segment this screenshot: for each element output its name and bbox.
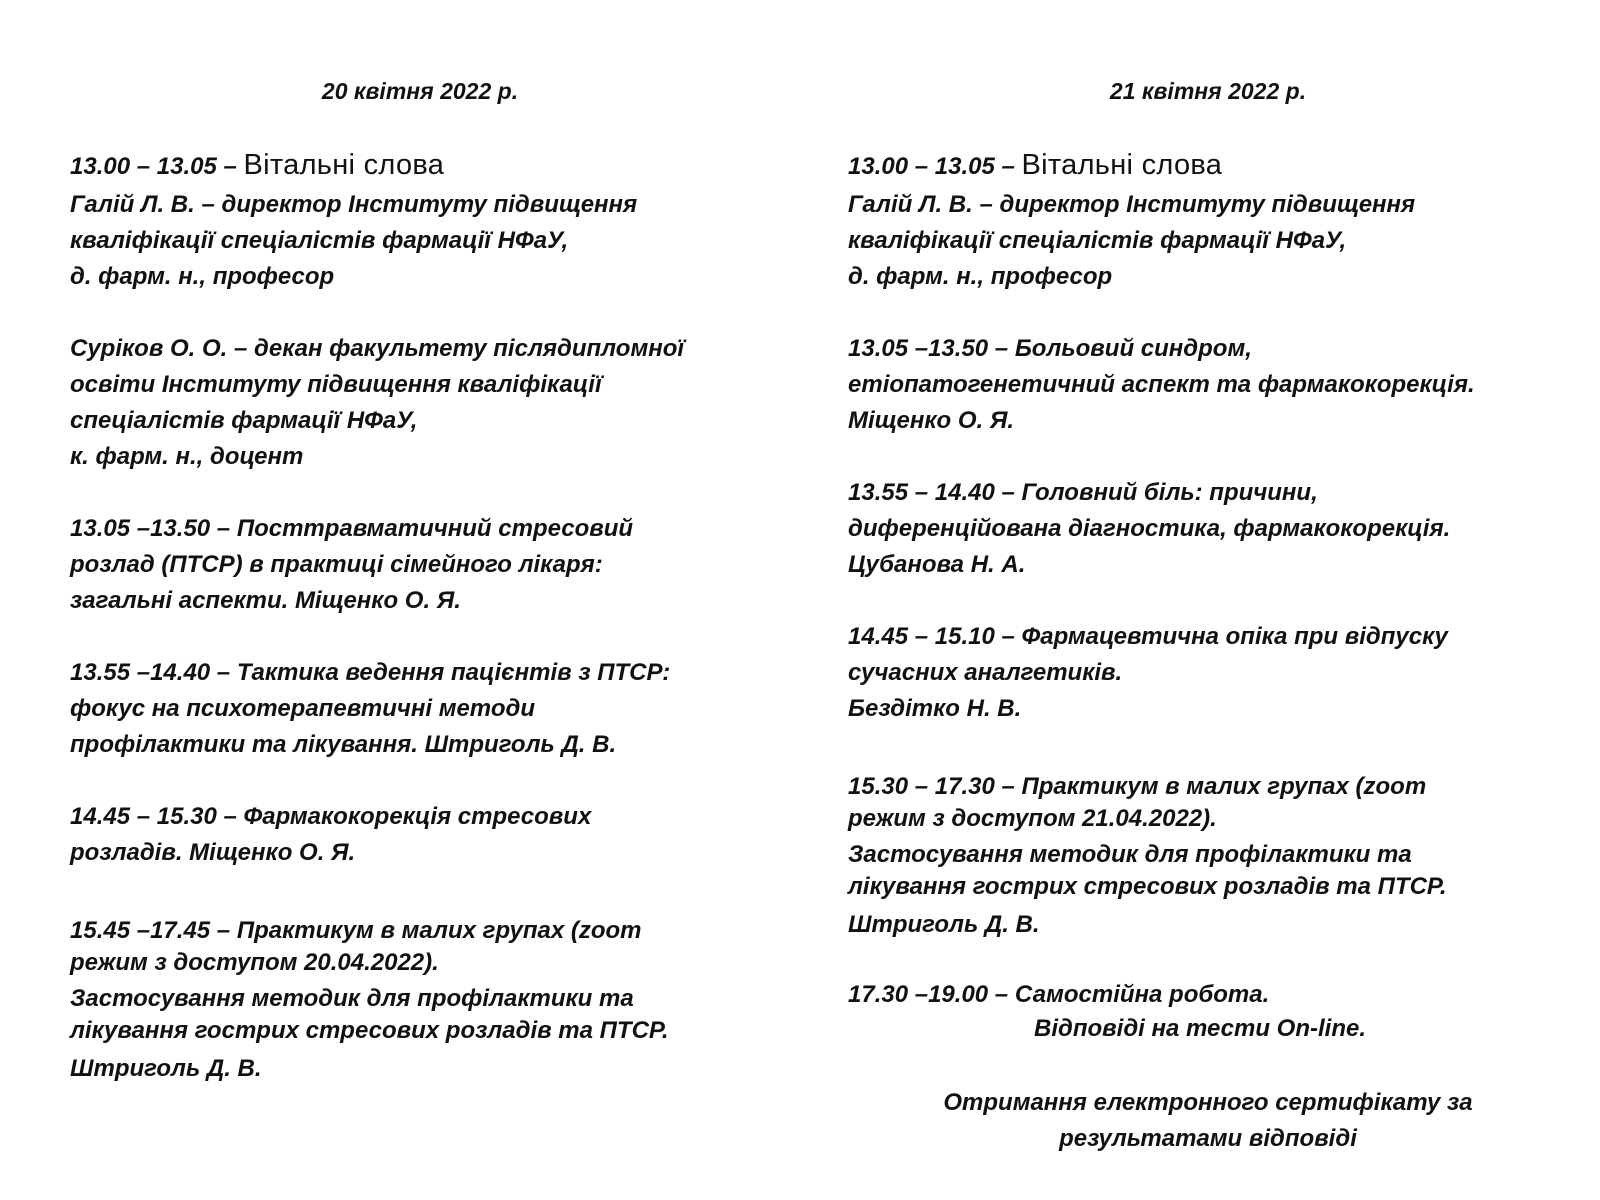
text-line: 13.05 –13.50 – Больовий синдром,	[848, 335, 1252, 362]
text-line: 15.30 – 17.30 – Практикум в малих групах (zoom	[848, 773, 1427, 800]
text-line: Міщенко О. Я.	[848, 407, 1015, 434]
day-1-welcome-line	[70, 150, 444, 182]
text-line: розладів. Міщенко О. Я.	[70, 839, 356, 866]
text-line: 14.45 – 15.10 – Фармацевтична опіка при відпуску	[848, 623, 1448, 650]
certificate-note-line: Отримання електронного сертифікату за	[943, 1089, 1473, 1116]
text-line: спеціалістів фармації НФаУ,	[70, 407, 418, 434]
text-line: Суріков О. О. – декан факультету післядипломної	[70, 335, 685, 362]
text-line: к. фарм. н., доцент	[70, 443, 304, 470]
text-line: Цубанова Н. А.	[848, 551, 1026, 578]
text-line: освіти Інституту підвищення кваліфікації	[70, 371, 602, 398]
text-line: етіопатогенетичний аспект та фармакокорекція.	[848, 371, 1475, 398]
text-line: Бездітко Н. В.	[848, 695, 1022, 722]
text-line: 13.55 –14.40 – Тактика ведення пацієнтів з ПТСР:	[70, 659, 671, 686]
text-line: Галій Л. В. – директор Інституту підвищення	[848, 191, 1416, 218]
text-line: Застосування методик для профілактики та	[848, 841, 1412, 868]
text-line: Галій Л. В. – директор Інституту підвищення	[70, 191, 638, 218]
text-line: 13.55 – 14.40 – Головний біль: причини,	[848, 479, 1318, 506]
text-line: кваліфікації спеціалістів фармації НФаУ,	[70, 227, 569, 254]
text-line: 13.05 –13.50 – Посттравматичний стресовий	[70, 515, 634, 542]
text-line: 17.30 –19.00 – Самостійна робота.	[848, 981, 1270, 1008]
text-line: Застосування методик для профілактики та	[70, 985, 634, 1012]
text-line: сучасних аналгетиків.	[848, 659, 1123, 686]
welcome-time: 13.00 – 13.05 –	[848, 153, 1015, 180]
text-line: розлад (ПТСР) в практиці сімейного лікаря:	[70, 551, 603, 578]
text-line: 14.45 – 15.30 – Фармакокорекція стресових	[70, 803, 592, 830]
day-2-welcome-line	[848, 150, 1222, 182]
text-line: режим з доступом 21.04.2022).	[848, 805, 1217, 832]
text-line: кваліфікації спеціалістів фармації НФаУ,	[848, 227, 1347, 254]
certificate-note-line: результатами відповіді	[1059, 1125, 1357, 1152]
text-line: профілактики та лікування. Штриголь Д. В.	[70, 731, 617, 758]
text-line: диференційована діагностика, фармакокорекція.	[848, 515, 1451, 542]
text-line: лікування гострих стресових розладів та ПТСР.	[848, 873, 1447, 900]
text-line: 15.45 –17.45 – Практикум в малих групах (zoom	[70, 917, 642, 944]
text-line: Штриголь Д. В.	[848, 911, 1040, 938]
welcome-title: Вітальні слова	[1021, 149, 1223, 181]
welcome-time: 13.00 – 13.05 –	[70, 153, 237, 180]
text-line: загальні аспекти. Міщенко О. Я.	[70, 587, 461, 614]
text-line: д. фарм. н., професор	[848, 263, 1113, 290]
text-line: Штриголь Д. В.	[70, 1055, 262, 1082]
day-2-date: 21 квітня 2022 р.	[1109, 78, 1307, 104]
text-line: д. фарм. н., професор	[70, 263, 335, 290]
day-1-date: 20 квітня 2022 р.	[321, 78, 519, 104]
text-line: режим з доступом 20.04.2022).	[70, 949, 439, 976]
text-line: Відповіді на тести On-line.	[1034, 1015, 1367, 1042]
welcome-title: Вітальні слова	[243, 149, 445, 181]
text-line: лікування гострих стресових розладів та ПТСР.	[70, 1017, 669, 1044]
text-line: фокус на психотерапевтичні методи	[70, 695, 535, 722]
